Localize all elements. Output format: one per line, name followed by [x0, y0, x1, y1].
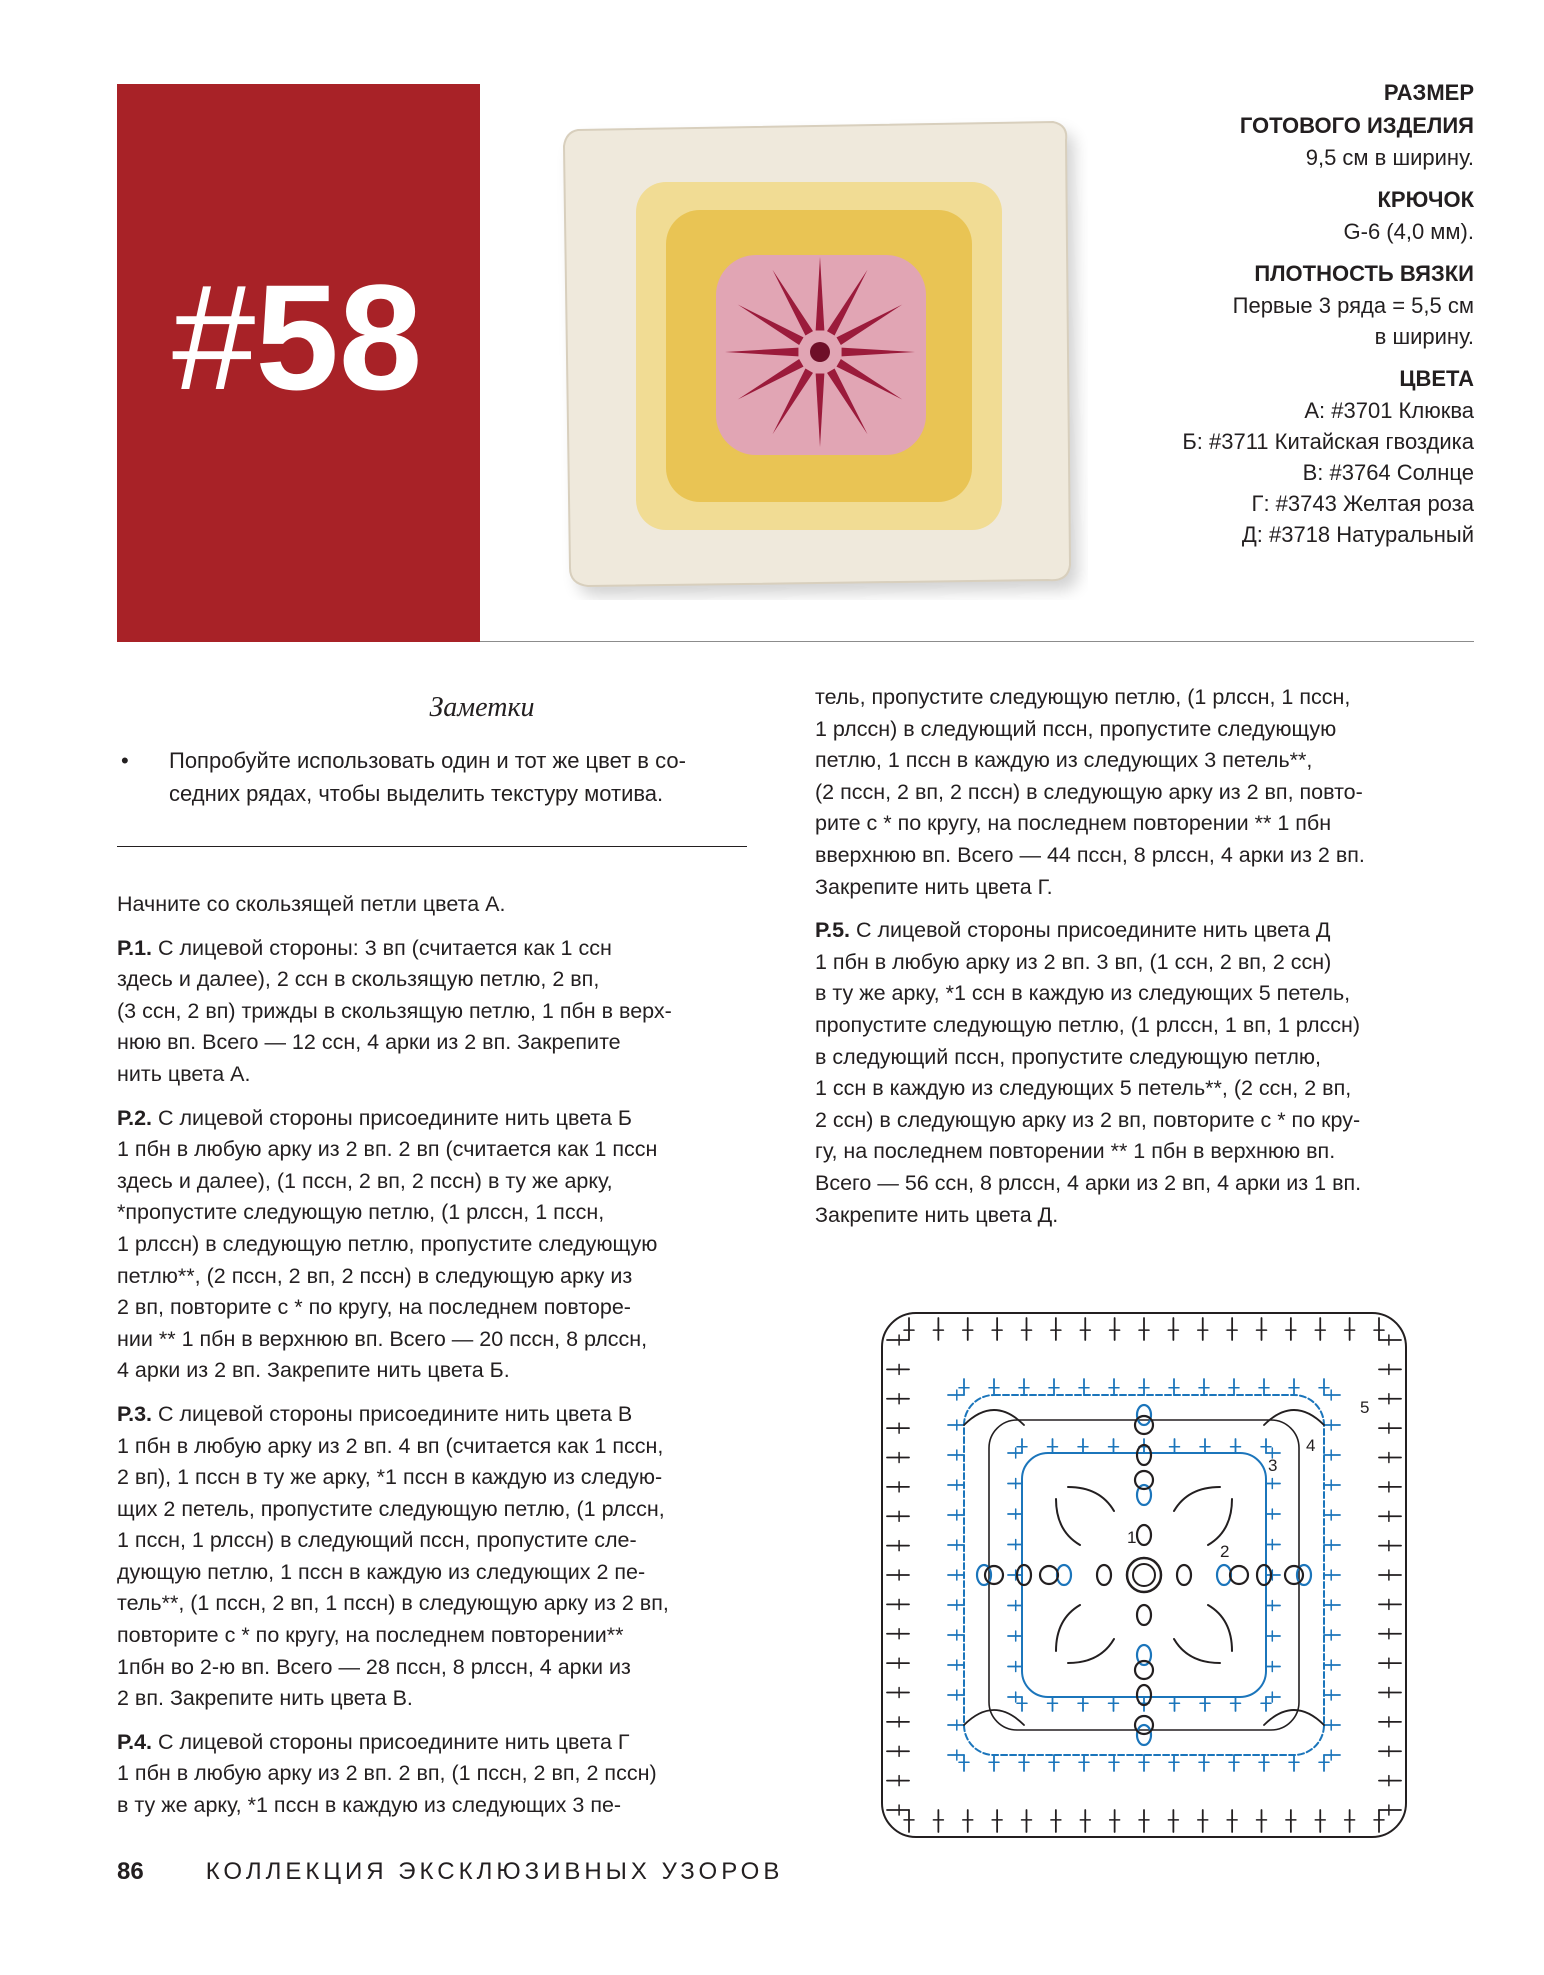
- instruction-line: в ту же арку, *1 пссн в каждую из следующих 3 пе-: [117, 1793, 622, 1818]
- color-item: В: #3764 Солнце: [1302, 460, 1474, 485]
- book-title: КОЛЛЕКЦИЯ ЭКСКЛЮЗИВНЫХ УЗОРОВ: [205, 1858, 784, 1885]
- instruction-line: 1 пссн, 1 рлссн) в следующий пссн, пропустите сле-: [117, 1528, 637, 1553]
- round-5: [815, 915, 1475, 1231]
- instruction-line: Р.5. С лицевой стороны присоедините нить цвета Д: [815, 918, 1331, 943]
- pattern-number: #58: [172, 253, 423, 421]
- join-symbol: [985, 1566, 1003, 1584]
- page-number: 86: [117, 1858, 144, 1885]
- round-4-continued: [815, 682, 1475, 903]
- round-3-corner-arc: [1264, 1410, 1324, 1425]
- gauge-title: ПЛОТНОСТЬ ВЯЗКИ: [1254, 261, 1474, 286]
- round-label: Р.5.: [815, 918, 851, 943]
- join-symbol: [1230, 1566, 1248, 1584]
- round-1-arc: [1056, 1605, 1114, 1663]
- notes-divider: [117, 846, 747, 847]
- round-label: 5: [1360, 1398, 1370, 1417]
- color-item: Б: #3711 Китайская гвоздика: [1182, 429, 1474, 454]
- slip-stitch-symbol: [1177, 1565, 1191, 1585]
- color-item: Г: #3743 Желтая роза: [1251, 491, 1474, 516]
- instruction-line: дующую петлю, 1 пссн в каждую из следующих 2 пе-: [117, 1559, 646, 1584]
- instruction-line: тель**, (1 пссн, 2 вп, 1 пссн) в следующую арку из 2 вп,: [117, 1591, 669, 1616]
- round-3: [117, 1399, 767, 1715]
- instruction-line: 1 рлссн) в следующую петлю, пропустите следующую: [117, 1231, 658, 1256]
- instruction-line: гу, на последнем повторении ** 1 пбн в верхнюю вп.: [815, 1139, 1336, 1164]
- hook-title: КРЮЧОК: [1377, 187, 1474, 212]
- hook-group: [1034, 183, 1474, 247]
- instruction-line: в следующий пссн, пропустите следующую петлю,: [815, 1044, 1321, 1069]
- round-label: Р.2.: [117, 1105, 153, 1130]
- instruction-line: Р.2. С лицевой стороны присоедините нить цвета Б: [117, 1105, 633, 1130]
- instruction-line: 1 пбн в любую арку из 2 вп. 2 вп (считается как 1 пссн: [117, 1137, 658, 1162]
- round-label: Р.1.: [117, 935, 153, 960]
- hook-value: G-6 (4,0 мм).: [1343, 219, 1474, 244]
- magic-ring-inner: [1133, 1564, 1155, 1586]
- rounds-left: [117, 933, 767, 1822]
- instruction-line: повторите с * по кругу, на последнем повторении**: [117, 1623, 624, 1648]
- size-group: [1034, 76, 1474, 173]
- round-1-arc: [1174, 1605, 1232, 1663]
- instruction-line: щих 2 петель, пропустите следующую петлю, (1 рлссн,: [117, 1496, 665, 1521]
- color-item: А: #3701 Клюква: [1304, 398, 1474, 423]
- instruction-line: Закрепите нить цвета Г.: [815, 874, 1053, 899]
- instruction-line: в ту же арку, *1 ссн в каждую из следующих 5 петель,: [815, 981, 1351, 1006]
- left-column: [117, 682, 767, 1834]
- gauge-value: Первые 3 ряда = 5,5 см: [1232, 293, 1474, 318]
- instruction-line: здесь и далее), 2 ссн в скользящую петлю, 2 вп,: [117, 967, 600, 992]
- page-footer: [117, 1858, 783, 1886]
- motif-photo: [548, 90, 1088, 600]
- round-1-arc: [1056, 1487, 1114, 1545]
- round-label: Р.3.: [117, 1401, 153, 1426]
- gauge-group: [1034, 257, 1474, 352]
- instruction-line: 2 вп), 1 пссн в ту же арку, *1 пссн в каждую из следую-: [117, 1465, 663, 1490]
- right-column: [815, 682, 1475, 1243]
- instruction-line: Р.1. С лицевой стороны: 3 вп (считается как 1 ссн: [117, 935, 612, 960]
- instruction-line: рите с * по кругу, на последнем повторении ** 1 пбн: [815, 811, 1332, 836]
- round-4: [117, 1727, 767, 1822]
- instruction-line: Закрепите нить цвета Д.: [815, 1202, 1059, 1227]
- specs-panel: [1034, 76, 1474, 560]
- crochet-chart-diagram: [874, 1305, 1414, 1845]
- round-2: [117, 1103, 767, 1387]
- notes-item: • Попробуйте использовать один и тот же цвет в со- седних рядах, чтобы выделить текстуру мотива.: [117, 744, 767, 810]
- slip-stitch-symbol: [1137, 1605, 1151, 1625]
- instruction-line: петлю, 1 пссн в каждую из следующих 3 петель**,: [815, 748, 1313, 773]
- instruction-line: 1 пбн в любую арку из 2 вп. 3 вп, (1 ссн, 2 вп, 2 ссн): [815, 949, 1332, 974]
- round-label: 2: [1220, 1542, 1230, 1561]
- instruction-line: 2 вп. Закрепите нить цвета В.: [117, 1686, 413, 1711]
- instruction-line: *пропустите следующую петлю, (1 рлссн, 1 пссн,: [117, 1200, 605, 1225]
- slip-stitch-symbol: [1137, 1525, 1151, 1545]
- instruction-line: 2 вп, повторите с * по кругу, на последнем повторе-: [117, 1295, 631, 1320]
- notes-title: Заметки: [429, 692, 535, 723]
- instruction-line: 1 рлссн) в следующий пссн, пропустите следующую: [815, 716, 1337, 741]
- header-divider: [480, 641, 1474, 642]
- size-title: РАЗМЕР ГОТОВОГО ИЗДЕЛИЯ: [1239, 80, 1474, 138]
- instruction-line: 2 ссн) в следующую арку из 2 вп, повторите с * по кру-: [815, 1107, 1361, 1132]
- round-label: 4: [1306, 1436, 1316, 1455]
- colors-group: [1034, 362, 1474, 550]
- bullet-icon: •: [121, 748, 129, 773]
- join-symbol: [1135, 1471, 1153, 1489]
- instruction-line: 1пбн во 2-ю вп. Всего — 28 пссн, 8 рлссн, 4 арки из: [117, 1654, 631, 1679]
- instruction-line: (2 пссн, 2 вп, 2 пссн) в следующую арку из 2 вп, повто-: [815, 779, 1363, 804]
- instruction-line: вверхнюю вп. Всего — 44 пссн, 8 рлссн, 4 арки из 2 вп.: [815, 842, 1365, 867]
- gauge-value-cont: в ширину.: [1374, 324, 1474, 349]
- instruction-line: 1 пбн в любую арку из 2 вп. 2 вп, (1 пссн, 2 вп, 2 пссн): [117, 1761, 657, 1786]
- join-symbol: [1285, 1566, 1303, 1584]
- instruction-line: нии ** 1 пбн в верхнюю вп. Всего — 20 пссн, 8 рлссн,: [117, 1326, 648, 1351]
- join-symbol: [1135, 1661, 1153, 1679]
- instruction-line: Р.4. С лицевой стороны присоедините нить цвета Г: [117, 1729, 630, 1754]
- round-1-arc: [1174, 1487, 1232, 1545]
- round-1: [117, 933, 767, 1091]
- instruction-line: пропустите следующую петлю, (1 рлссн, 1 вп, 1 рлссн): [815, 1012, 1361, 1037]
- instruction-line: (3 ссн, 2 вп) трижды в скользящую петлю, 1 пбн в верх-: [117, 998, 672, 1023]
- instruction-line: Всего — 56 ссн, 8 рлссн, 4 арки из 2 вп, 4 арки из 1 вп.: [815, 1170, 1362, 1195]
- instruction-line: нюю вп. Всего — 12 ссн, 4 арки из 2 вп. Закрепите: [117, 1030, 621, 1055]
- instruction-line: 1 ссн в каждую из следующих 5 петель**, (2 ссн, 2 вп,: [815, 1076, 1352, 1101]
- instruction-line: нить цвета А.: [117, 1061, 251, 1086]
- instruction-line: петлю**, (2 пссн, 2 вп, 2 пссн) в следующую арку из: [117, 1263, 633, 1288]
- colors-title: ЦВЕТА: [1399, 366, 1474, 391]
- instruction-line: тель, пропустите следующую петлю, (1 рлссн, 1 пссн,: [815, 685, 1351, 709]
- instruction-line: Р.3. С лицевой стороны присоедините нить цвета В: [117, 1401, 633, 1426]
- pattern-number-badge: [117, 84, 480, 642]
- instruction-line: здесь и далее), (1 пссн, 2 вп, 2 пссн) в ту же арку,: [117, 1168, 613, 1193]
- round-label: Р.4.: [117, 1729, 153, 1754]
- instruction-line: 1 пбн в любую арку из 2 вп. 4 вп (считается как 1 пссн,: [117, 1433, 664, 1458]
- round-3-corner-arc: [964, 1410, 1024, 1425]
- slip-stitch-symbol: [1097, 1565, 1111, 1585]
- join-symbol: [1040, 1566, 1058, 1584]
- size-value: 9,5 см в ширину.: [1305, 145, 1474, 170]
- color-item: Д: #3718 Натуральный: [1241, 522, 1474, 547]
- start-instruction: Начните со скользящей петли цвета А.: [117, 892, 506, 916]
- round-label: 1: [1127, 1528, 1137, 1547]
- round-label: 3: [1268, 1456, 1278, 1475]
- instruction-line: 4 арки из 2 вп. Закрепите нить цвета Б.: [117, 1358, 510, 1383]
- round-3-frame: [989, 1420, 1299, 1730]
